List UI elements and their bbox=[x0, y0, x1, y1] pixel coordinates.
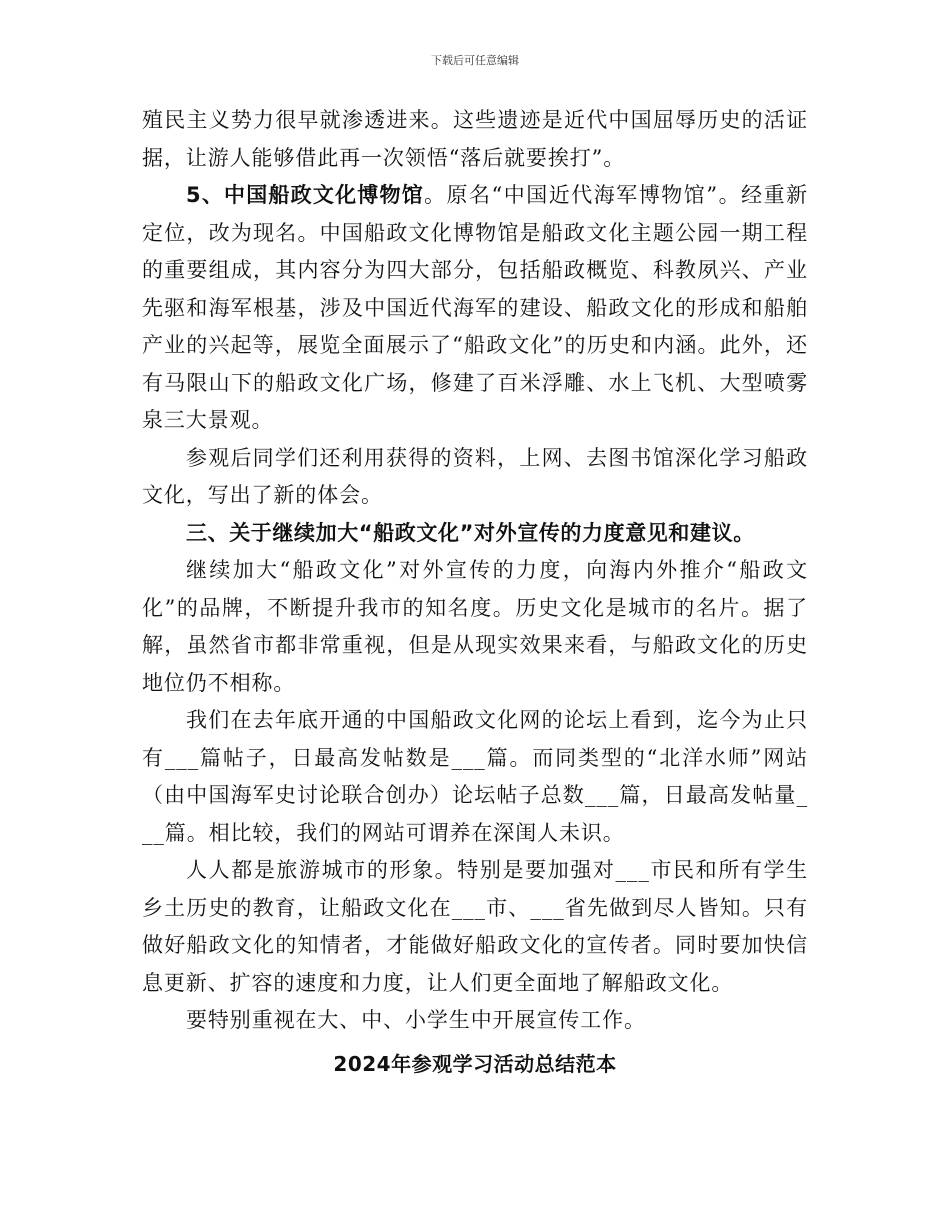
document-body bbox=[142, 102, 808, 1040]
paragraph-1: 殖民主义势力很早就渗透进来。这些遗迹是近代中国屈辱历史的活证据，让游人能够借此再一次领悟“落后就要挨打”。 bbox=[142, 108, 808, 170]
paragraph-museum bbox=[142, 177, 808, 440]
paragraph-8: 要特别重视在大、中、小学生中开展宣传工作。 bbox=[186, 1008, 646, 1032]
museum-heading: 5、中国船政文化博物馆 bbox=[186, 183, 424, 207]
document-title: 2024年参观学习活动总结范本 bbox=[333, 1052, 617, 1076]
museum-text: 。原名“中国近代海军博物馆”。经重新定位，改为现名。中国船政文化博物馆是船政文化主题公园一期工程的重要组成，其内容分为四大部分，包括船政概览、科教夙兴、产业先驱和海军根基，涉及中国近代海军的建设、船政文化的形成和船舶产业的兴起等，展览全面展示了“船政文化”的历史和内涵。此外，还有马限山下的船政文化广场，修建了百米浮雕、水上飞机、大型喷雾泉三大景观。 bbox=[142, 183, 808, 432]
paragraph-7: 人人都是旅游城市的形象。特别是要加强对___市民和所有学生乡土历史的教育，让船政文化在___市、___省先做到尽人皆知。只有做好船政文化的知情者，才能做好船政文化的宣传者。同时要加快信息更新、扩容的速度和力度，让人们更全面地了解船政文化。 bbox=[142, 858, 808, 995]
page-header: 下载后可任意编辑 bbox=[431, 54, 519, 67]
paragraph-6: 我们在去年底开通的中国船政文化网的论坛上看到，迄今为止只有___篇帖子，日最高发帖数是___篇。而同类型的“北洋水师”网站（由中国海军史讨论联合创办）论坛帖子总数___篇，日最高发帖量___篇。相比较，我们的网站可谓养在深闺人未识。 bbox=[142, 708, 808, 845]
paragraph-5: 继续加大“船政文化”对外宣传的力度，向海内外推介“船政文化”的品牌，不断提升我市的知名度。历史文化是城市的名片。据了解，虽然省市都非常重视，但是从现实效果来看，与船政文化的历史地位仍不相称。 bbox=[142, 558, 808, 695]
paragraph-3: 参观后同学们还利用获得的资料，上网、去图书馆深化学习船政文化，写出了新的体会。 bbox=[142, 445, 808, 507]
section-heading: 三、关于继续加大“船政文化”对外宣传的力度意见和建议。 bbox=[186, 520, 755, 545]
